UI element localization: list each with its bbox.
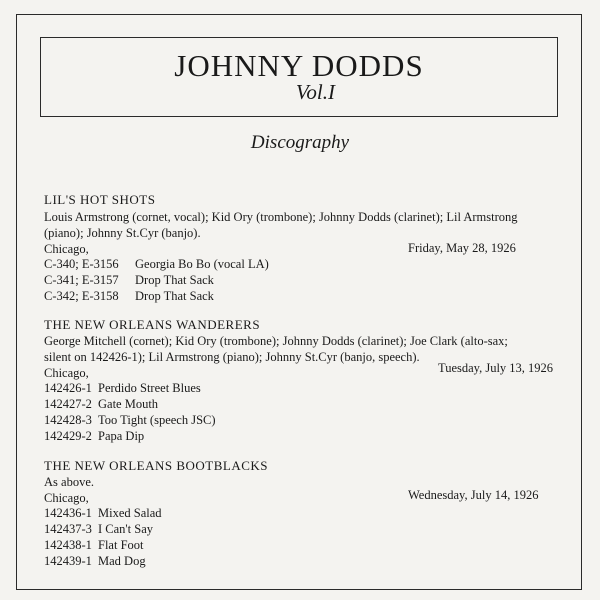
track-matrix: C-342; E-3158: [44, 289, 119, 303]
session-personnel: Louis Armstrong (cornet, vocal); Kid Ory (trombone); Johnny Dodds (clarinet); Lil Armstrong: [44, 210, 518, 224]
page-title: JOHNNY DODDS: [174, 48, 424, 83]
track-title: Mixed Salad: [98, 506, 162, 520]
session-personnel: As above.: [44, 475, 94, 489]
session-place: Chicago,: [44, 242, 89, 256]
track-title: Papa Dip: [98, 429, 145, 443]
track-matrix: 142428-3: [44, 413, 92, 427]
track-matrix: 142437-3: [44, 522, 92, 536]
section-heading: Discography: [250, 132, 350, 153]
session-band-name: LIL'S HOT SHOTS: [44, 192, 156, 207]
track-title: Drop That Sack: [135, 273, 214, 287]
session-place: Chicago,: [44, 491, 89, 505]
track-title: Gate Mouth: [98, 397, 159, 411]
session-personnel: silent on 142426-1); Lil Armstrong (piano); Johnny St.Cyr (banjo, speech).: [44, 350, 420, 364]
track-title: Mad Dog: [98, 554, 146, 568]
session-date: Wednesday, July 14, 1926: [408, 488, 539, 502]
track-title: Flat Foot: [98, 538, 144, 552]
session-date: Tuesday, July 13, 1926: [438, 361, 554, 375]
track-matrix: C-341; E-3157: [44, 273, 119, 287]
session-personnel: (piano); Johnny St.Cyr (banjo).: [44, 226, 201, 240]
track-matrix: 142436-1: [44, 506, 92, 520]
title-box: [40, 37, 558, 117]
track-title: Drop That Sack: [135, 289, 214, 303]
track-matrix: 142439-1: [44, 554, 92, 568]
session-place: Chicago,: [44, 366, 89, 380]
track-title: Georgia Bo Bo (vocal LA): [135, 257, 269, 271]
volume-subtitle: Vol.I: [295, 80, 335, 104]
session-date: Friday, May 28, 1926: [408, 241, 516, 255]
track-title: Too Tight (speech JSC): [98, 413, 216, 427]
session-personnel: George Mitchell (cornet); Kid Ory (trombone); Johnny Dodds (clarinet); Joe Clark (alto-sax;: [44, 334, 508, 348]
track-title: I Can't Say: [98, 522, 154, 536]
track-matrix: 142426-1: [44, 381, 92, 395]
session-band-name: THE NEW ORLEANS WANDERERS: [44, 317, 261, 332]
session-band-name: THE NEW ORLEANS BOOTBLACKS: [44, 458, 269, 473]
track-matrix: 142427-2: [44, 397, 92, 411]
track-matrix: 142438-1: [44, 538, 92, 552]
track-matrix: C-340; E-3156: [44, 257, 119, 271]
track-title: Perdido Street Blues: [98, 381, 201, 395]
track-matrix: 142429-2: [44, 429, 92, 443]
